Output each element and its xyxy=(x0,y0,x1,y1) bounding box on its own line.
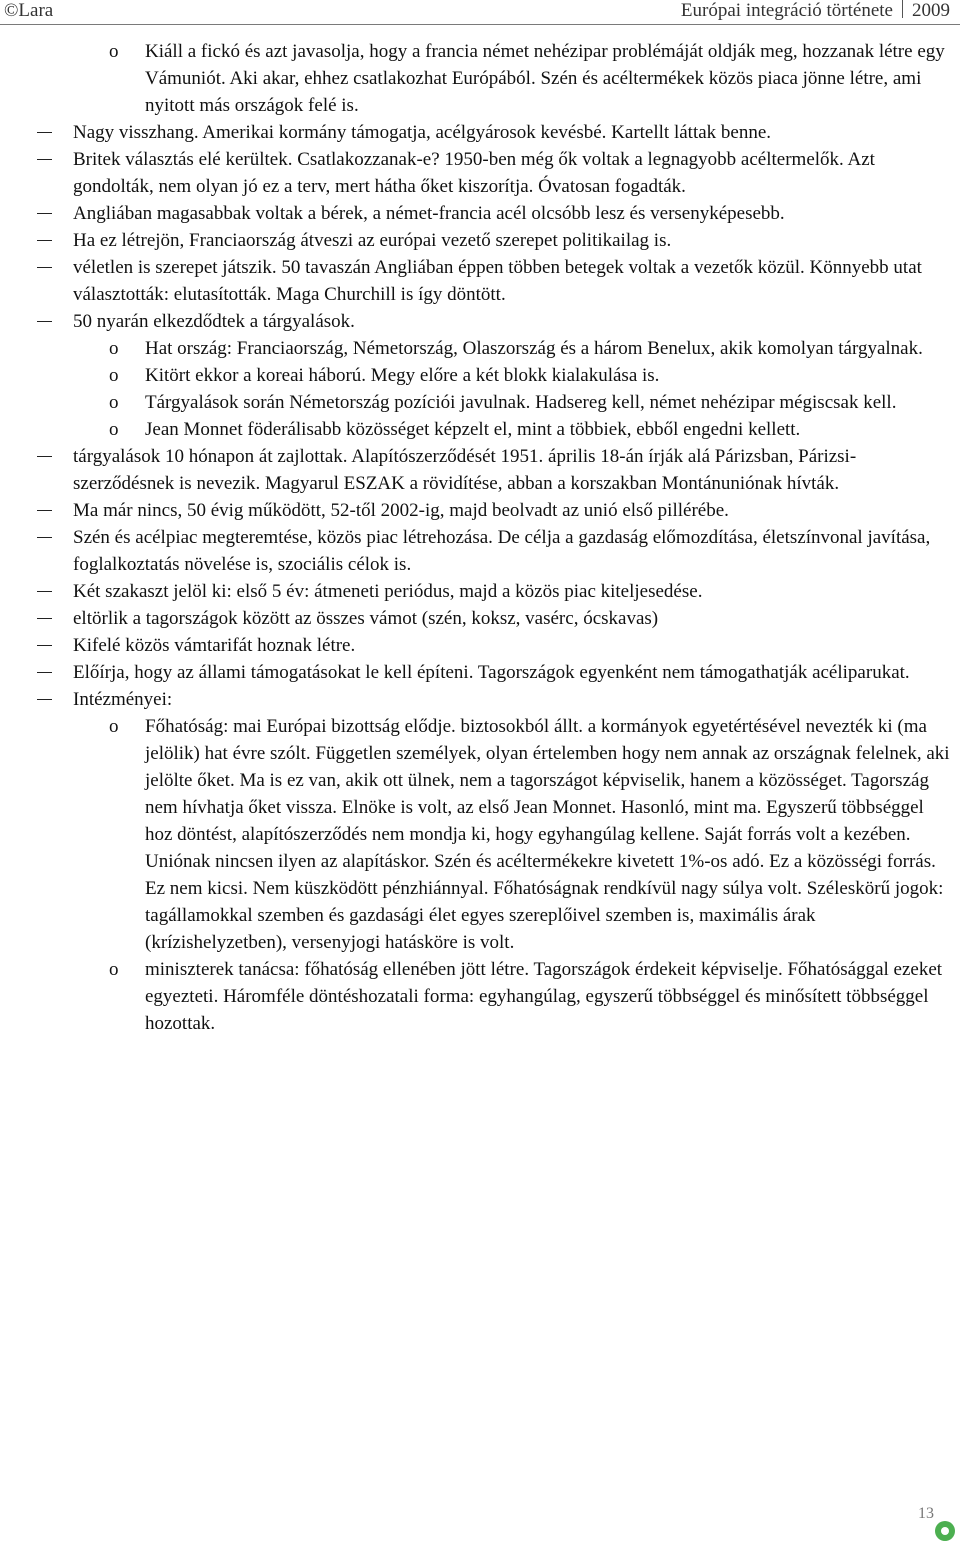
list-item-text: Jean Monnet föderálisabb közösséget képzelt el, mint a többiek, ebből engedni kellett. xyxy=(145,419,801,440)
list-item-text: Hat ország: Franciaország, Németország, Olaszország és a három Benelux, akik komolyan tárgyalnak. xyxy=(145,338,923,359)
dash-list-item xyxy=(0,686,960,713)
sub-list-item xyxy=(0,713,960,956)
dash-bullet-icon xyxy=(37,537,52,538)
dash-list-item xyxy=(0,119,960,146)
list-item-text: Britek választás elé kerültek. Csatlakozzanak-e? 1950-ben még ők voltak a legnagyobb acéltermelők. Azt gondolták, nem olyan jó ez a terv, mert hátha őket kiszorítja. Óvatosan fogadták. xyxy=(73,149,875,197)
sub-list-item xyxy=(0,956,960,1037)
dash-bullet-icon xyxy=(37,321,52,322)
dash-list-item xyxy=(0,227,960,254)
list-item-text: 50 nyarán elkezdődtek a tárgyalások. xyxy=(73,311,355,332)
sub-list-item xyxy=(0,335,960,362)
dash-bullet-icon xyxy=(37,456,52,457)
dash-bullet-icon xyxy=(37,240,52,241)
dash-list-item xyxy=(0,659,960,686)
dash-list-item xyxy=(0,497,960,524)
list-item-text: Kifelé közös vámtarifát hoznak létre. xyxy=(73,635,356,656)
list-item-text: Ma már nincs, 50 évig működött, 52-től 2002-ig, majd beolvadt az unió első pillérébe. xyxy=(73,500,729,521)
dash-bullet-icon xyxy=(37,159,52,160)
dash-bullet-icon xyxy=(37,132,52,133)
list-item-text: Intézményei: xyxy=(73,689,173,710)
document-body xyxy=(0,38,960,1037)
circle-bullet-icon: o xyxy=(109,41,119,62)
dash-list-item xyxy=(0,443,960,497)
copyright-label: ©Lara xyxy=(4,0,54,21)
list-item-text: Ha ez létrejön, Franciaország átveszi az európai vezető szerepet politikailag is. xyxy=(73,230,672,251)
dash-list-item xyxy=(0,605,960,632)
list-item-text: véletlen is szerepet játszik. 50 tavaszán Angliában éppen többen betegek voltak a vezetők közül. Könnyebb utat választották: elutasították. Maga Churchill is így döntött. xyxy=(73,257,922,305)
page-number: 13 xyxy=(918,1505,934,1522)
list-item-text: Szén és acélpiac megteremtése, közös piac létrehozása. De célja a gazdaság előmozdítása, életszínvonal javítása, foglalkoztatás növelése is, szociális célok is. xyxy=(73,527,931,575)
circle-bullet-icon: o xyxy=(109,392,119,413)
dash-bullet-icon xyxy=(37,510,52,511)
sub-list-item xyxy=(0,38,960,119)
dash-list-item xyxy=(0,632,960,659)
header-separator xyxy=(902,0,903,18)
dash-list-item xyxy=(0,578,960,605)
dash-bullet-icon xyxy=(37,699,52,700)
dash-list-item xyxy=(0,254,960,308)
dash-bullet-icon xyxy=(37,591,52,592)
list-item-text: Angliában magasabbak voltak a bérek, a német-francia acél olcsóbb lesz és versenyképesebb. xyxy=(73,203,785,224)
circle-bullet-icon: o xyxy=(109,419,119,440)
list-item-text: Tárgyalások során Németország pozíciói javulnak. Hadsereg kell, német nehézipar mégiscsak kell. xyxy=(145,392,897,413)
sub-list-item xyxy=(0,416,960,443)
list-item-text: miniszterek tanácsa: főhatóság ellenében jött létre. Tagországok érdekeit képviselje. Főhatósággal ezeket egyezteti. Háromféle döntéshozatali forma: egyhangúlag, egyszerű többséggel és minősített többséggel hozottak. xyxy=(145,959,943,1034)
list-item-text: Kitört ekkor a koreai háború. Megy előre a két blokk kialakulása is. xyxy=(145,365,660,386)
circle-bullet-icon: o xyxy=(109,365,119,386)
list-item-text: Két szakaszt jelöl ki: első 5 év: átmeneti periódus, majd a közös piac kiteljesedése. xyxy=(73,581,703,602)
circle-bullet-icon: o xyxy=(109,338,119,359)
header-title-block xyxy=(681,0,950,22)
list-item-text: tárgyalások 10 hónapon át zajlottak. Alapítószerződését 1951. április 18-án írják alá Párizsban, Párizsi-szerződésnek is nevezik. Magyarul ESZAK a rövidítése, abban a korszakban Montánuniónak hívták. xyxy=(73,446,857,494)
green-circle-icon xyxy=(935,1521,955,1541)
dash-bullet-icon xyxy=(37,213,52,214)
list-item-text: eltörlik a tagországok között az összes vámot (szén, koksz, vasérc, ócskavas) xyxy=(73,608,659,629)
dash-list-item xyxy=(0,200,960,227)
page-header xyxy=(0,0,960,25)
list-item-text: Előírja, hogy az állami támogatásokat le kell építeni. Tagországok egyenként nem támogathatják acéliparukat. xyxy=(73,662,910,683)
dash-bullet-icon xyxy=(37,645,52,646)
dash-list-item xyxy=(0,524,960,578)
dash-bullet-icon xyxy=(37,267,52,268)
dash-bullet-icon xyxy=(37,672,52,673)
list-item-text: Főhatóság: mai Európai bizottság elődje. biztosokból állt. a kormányok egyetértésével nevezték ki (ma jelölik) hat évre szólt. Független személyek, olyan értelemben hogy nem annak az országnak felelnek, aki jelölte őket. Ma is ez van, akik ott ülnek, nem a tagországot képviselik, hanem a közösséget. Tagország nem hívhatja őket vissza. Elnöke is volt, az első Jean Monnet. Hasonló, mint ma. Egyszerű többséggel hoz döntést, alapítószerződés nem mondja ki, hogy egyhangúlag kellene. Saját forrás volt a kezében. Uniónak nincsen ilyen az alapításkor. Szén és acéltermékekre kivetett 1%-os adó. Ez a közösségi forrás. Ez nem kicsi. Nem küszködött pénzhiánnyal. Főhatóságnak rendkívül nagy súlya volt. Széleskörű jogok: tagállamokkal szemben és gazdasági élet egyes szereplőivel szemben is, maximális árak (krízishelyzetben), versenyjogi hatásköre is volt. xyxy=(145,716,950,953)
list-item-text: Nagy visszhang. Amerikai kormány támogatja, acélgyárosok kevésbé. Kartellt láttak benne. xyxy=(73,122,772,143)
sub-list-item xyxy=(0,362,960,389)
sub-list-item xyxy=(0,389,960,416)
circle-bullet-icon: o xyxy=(109,959,119,980)
circle-bullet-icon: o xyxy=(109,716,119,737)
dash-list-item xyxy=(0,146,960,200)
dash-list-item xyxy=(0,308,960,335)
document-title: Európai integráció története xyxy=(680,0,893,21)
document-year: 2009 xyxy=(912,0,950,21)
list-item-text: Kiáll a fickó és azt javasolja, hogy a francia német nehézipar problémáját oldják meg, hozzanak létre egy Vámuniót. Aki akar, ehhez csatlakozhat Európából. Szén és acéltermékek közös piaca jönne létre, ami nyitott más országok felé is. xyxy=(145,41,945,116)
dash-bullet-icon xyxy=(37,618,52,619)
